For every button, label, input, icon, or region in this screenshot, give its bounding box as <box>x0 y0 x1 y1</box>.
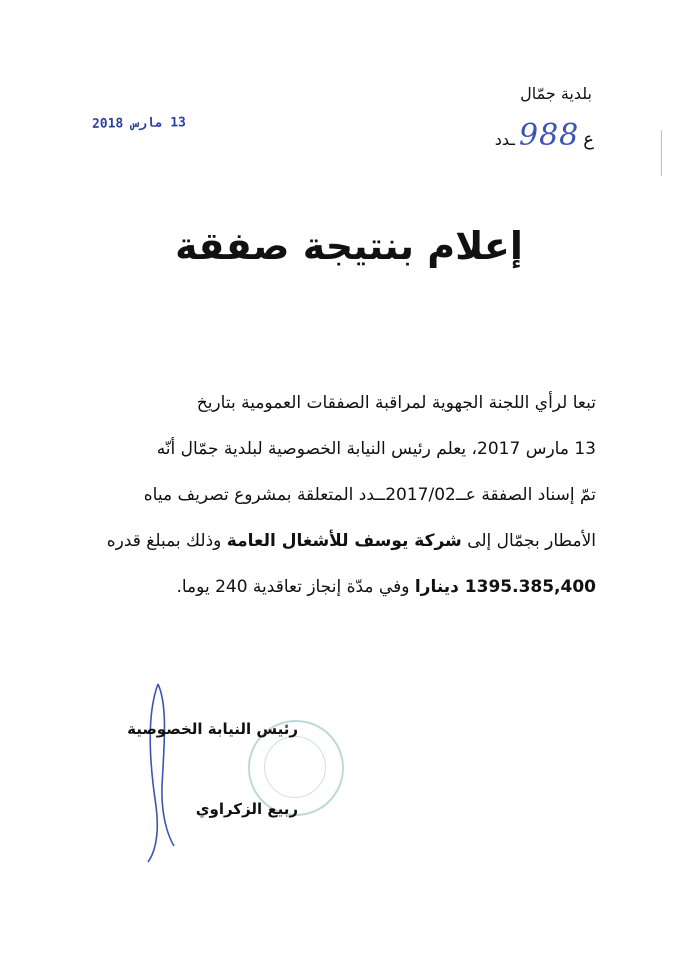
body-line-1: تبعا لرأي اللجنة الجهوية لمراقبة الصفقات العمومية بتاريخ <box>196 393 596 413</box>
document-title: إعلام بنتيجة صفقة <box>175 224 523 268</box>
reference-suffix: ـدد <box>494 130 515 149</box>
announcement-body <box>84 380 596 610</box>
signatory-title: رئيس النيابة الخصوصية <box>127 720 298 738</box>
body-line-2: 13 مارس 2017، يعلم رئيس النيابة الخصوصية لبلدية جمّال أنّه <box>156 439 596 459</box>
handwritten-signature <box>128 676 218 866</box>
body-line-4-start: الأمطار بجمّال إلى <box>467 531 596 551</box>
body-line-4-end: وذلك بمبلغ قدره <box>106 531 222 551</box>
body-line-5 <box>84 564 596 610</box>
page-edge-mark <box>655 130 662 176</box>
awarded-company: شركة يوسف للأشغال العامة <box>226 531 462 551</box>
reference-prefix: ع <box>583 129 594 150</box>
reference-handwritten-number: 988 <box>518 118 580 153</box>
body-line-4 <box>84 518 596 564</box>
contract-amount: 1395.385,400 دينارا <box>414 577 596 597</box>
signatory-name: ربيع الزكراوي <box>195 800 298 818</box>
body-line-5-end: وفي مدّة إنجاز تعاقدية 240 يوما. <box>176 577 410 597</box>
reference-number <box>495 118 594 153</box>
date-stamp: 13 مارس 2018 <box>91 115 187 132</box>
body-line-3: تمّ إسناد الصفقة عــ2017/02ــدد المتعلقة بمشروع تصريف مياه <box>143 485 596 505</box>
municipality-header: بلدية جمّال <box>520 84 592 103</box>
signatory-block <box>127 720 298 738</box>
